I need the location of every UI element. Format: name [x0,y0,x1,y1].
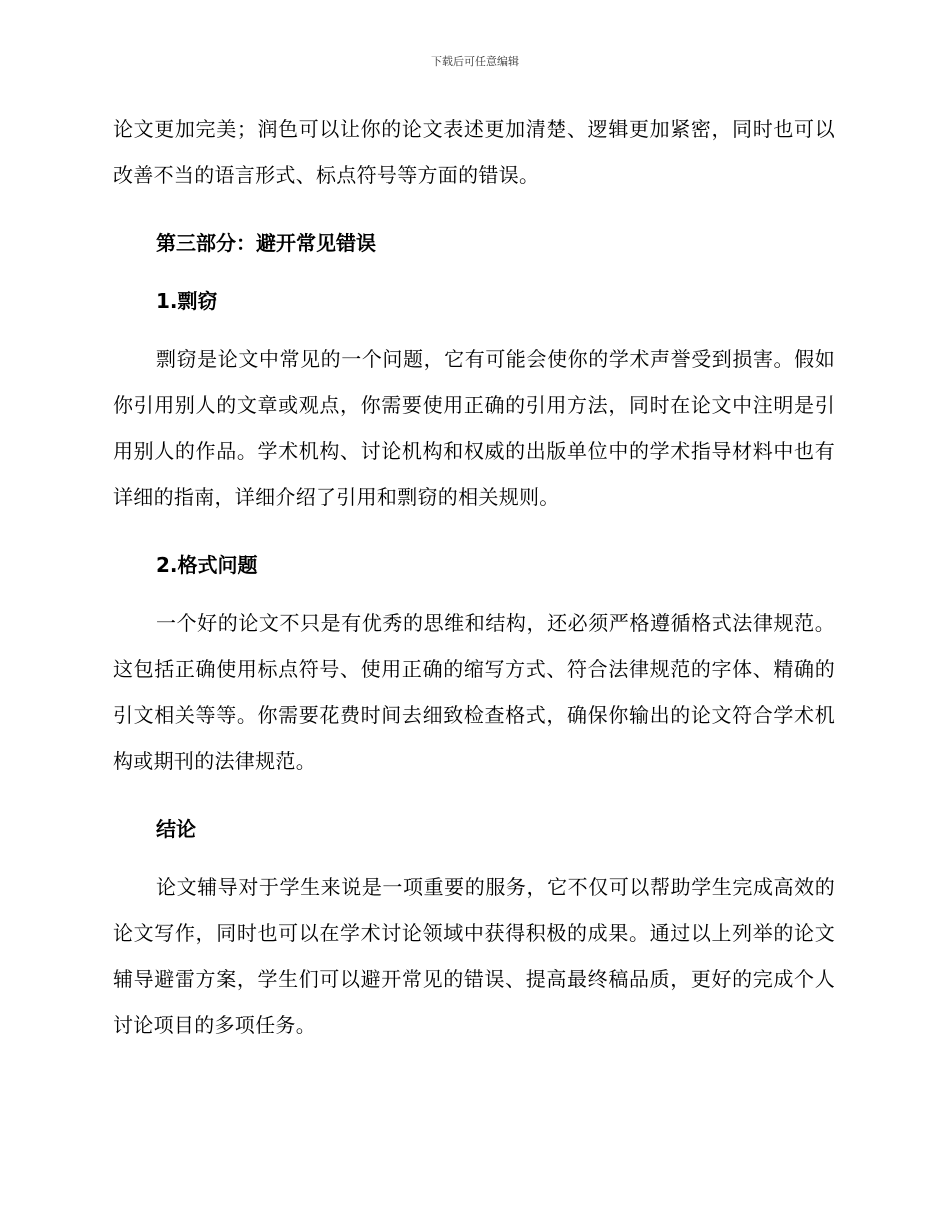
intro-paragraph: 论文更加完美；润色可以让你的论文表述更加清楚、逻辑更加紧密，同时也可以改善不当的语言形式、标点符号等方面的错误。 [113,117,835,187]
item1-heading: 1.剽窃 [156,289,218,313]
conclusion-paragraph: 论文辅导对于学生来说是一项重要的服务，它不仅可以帮助学生完成高效的论文写作，同时也可以在学术讨论领域中获得积极的成果。通过以上列举的论文辅导避雷方案，学生们可以避开常见的错误、提高最终稿品质，更好的完成个人讨论项目的多项任务。 [113,875,835,1037]
section-heading: 第三部分：避开常见错误 [156,231,376,255]
conclusion-heading: 结论 [156,817,196,841]
item1-paragraph: 剽窃是论文中常见的一个问题，它有可能会使你的学术声誉受到损害。假如你引用别人的文章或观点，你需要使用正确的引用方法，同时在论文中注明是引用别人的作品。学术机构、讨论机构和权威的出版单位中的学术指导材料中也有详细的指南，详细介绍了引用和剽窃的相关规则。 [113,347,835,509]
document-body [113,106,835,1070]
item2-paragraph: 一个好的论文不只是有优秀的思维和结构，还必须严格遵循格式法律规范。这包括正确使用标点符号、使用正确的缩写方式、符合法律规范的字体、精确的引文相关等等。你需要花费时间去细致检查格式，确保你输出的论文符合学术机构或期刊的法律规范。 [113,611,835,773]
item2-heading: 2.格式问题 [156,553,258,577]
page-header: 下载后可任意编辑 [431,55,519,68]
